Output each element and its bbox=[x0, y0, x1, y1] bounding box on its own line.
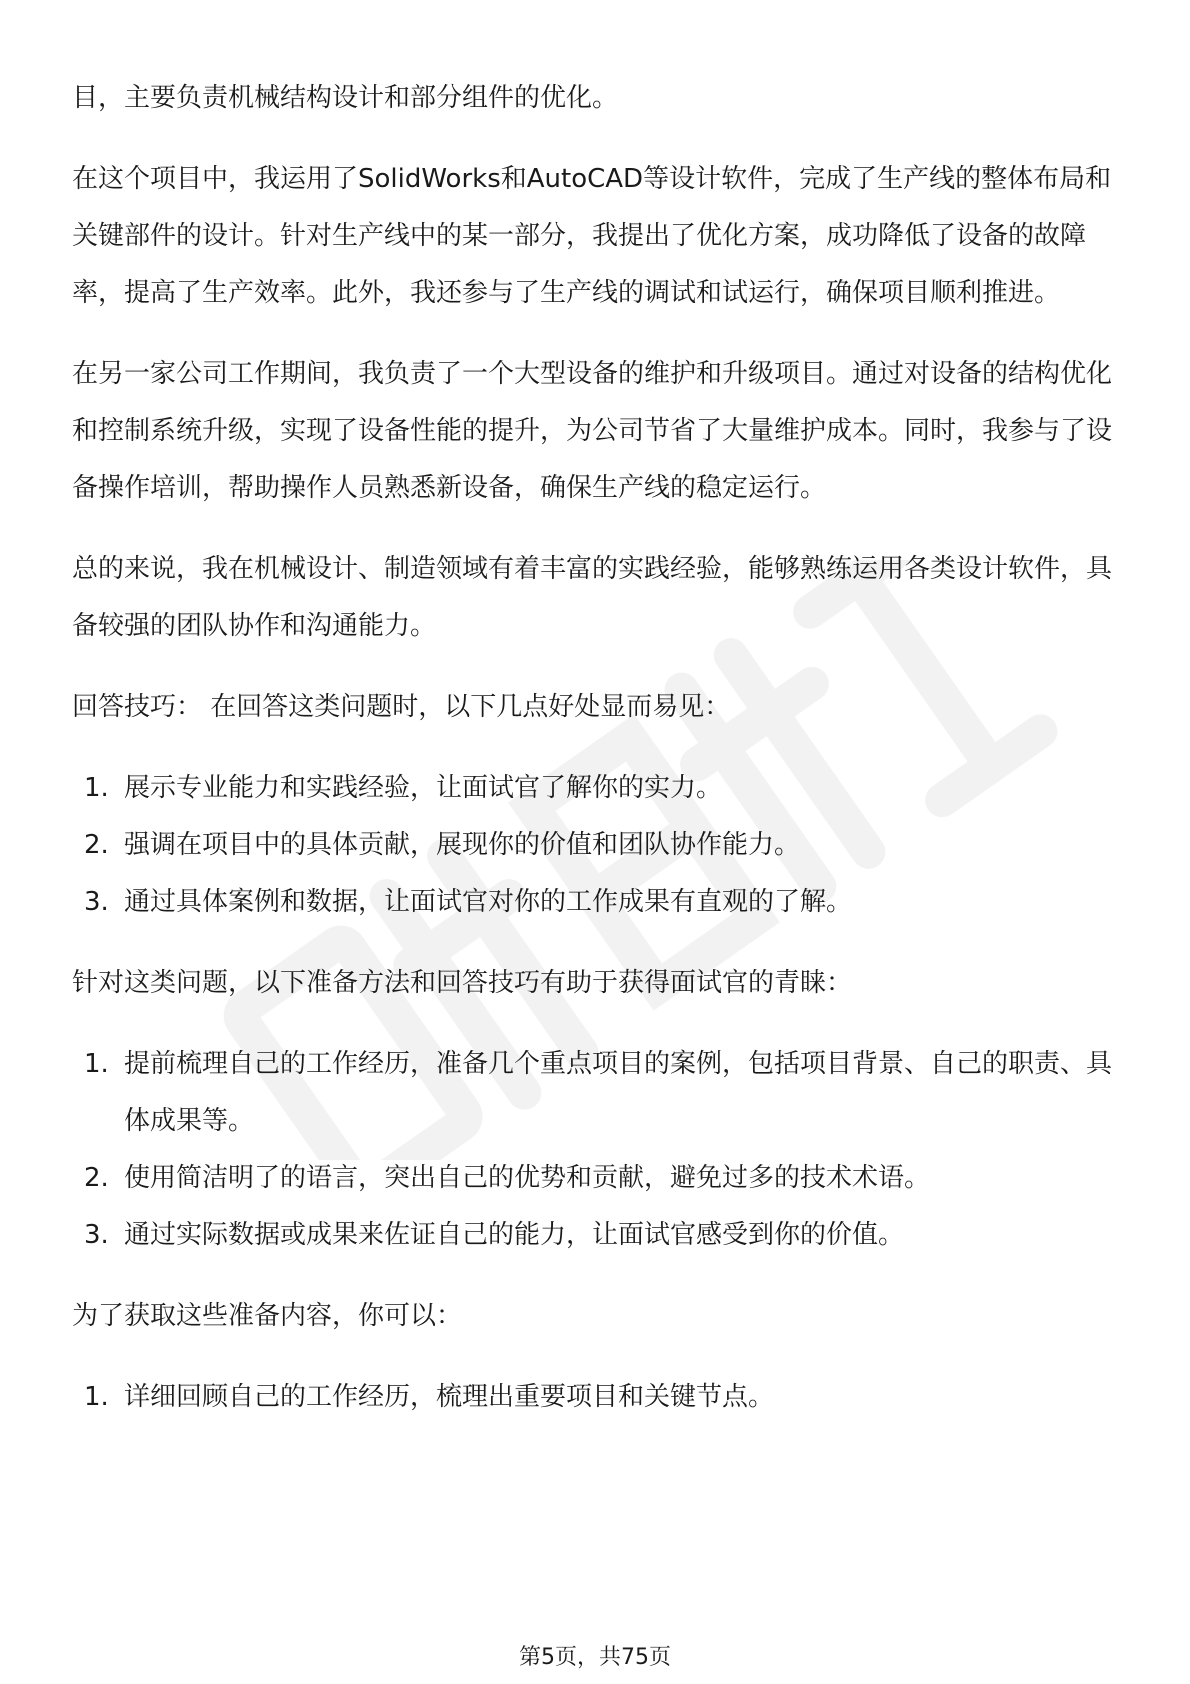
list-item bbox=[72, 760, 1122, 817]
paragraph-preparation: 针对这类问题，以下准备方法和回答技巧有助于获得面试官的青睐： bbox=[72, 968, 853, 998]
paragraph-continued: 目，主要负责机械结构设计和部分组件的优化。 bbox=[72, 83, 619, 113]
benefits-list bbox=[72, 760, 1122, 931]
list-item-text: 通过具体案例和数据，让面试官对你的工作成果有直观的了解。 bbox=[124, 887, 853, 917]
list-number: 1. bbox=[84, 1049, 109, 1079]
paragraph-answer-tips: 回答技巧： 在回答这类问题时，以下几点好处显而易见： bbox=[72, 692, 731, 722]
list-number: 2. bbox=[84, 830, 109, 860]
paragraph-obtain-content: 为了获取这些准备内容，你可以： bbox=[72, 1301, 463, 1331]
list-number: 1. bbox=[84, 773, 109, 803]
list-number: 1. bbox=[84, 1382, 109, 1412]
list-item-text: 使用简洁明了的语言，突出自己的优势和贡献，避免过多的技术术语。 bbox=[124, 1163, 931, 1193]
list-item-text: 通过实际数据或成果来佐证自己的能力，让面试官感受到你的价值。 bbox=[124, 1220, 905, 1250]
paragraph-summary: 总的来说，我在机械设计、制造领域有着丰富的实践经验，能够熟练运用各类设计软件，具备较强的团队协作和沟通能力。 bbox=[72, 554, 1113, 641]
paragraph-project-detail: 在这个项目中，我运用了SolidWorks和AutoCAD等设计软件，完成了生产线的整体布局和关键部件的设计。针对生产线中的某一部分，我提出了优化方案，成功降低了设备的故障率，提高了生产效率。此外，我还参与了生产线的调试和试运行，确保项目顺利推进。 bbox=[72, 164, 1112, 308]
list-item-text: 强调在项目中的具体贡献，展现你的价值和团队协作能力。 bbox=[124, 830, 801, 860]
list-item bbox=[72, 1036, 1122, 1150]
page-number-footer: 第5页，共75页 bbox=[519, 1645, 671, 1670]
obtain-list bbox=[72, 1369, 1122, 1426]
list-number: 2. bbox=[84, 1163, 109, 1193]
list-item bbox=[72, 1150, 1122, 1207]
list-item-text: 提前梳理自己的工作经历，准备几个重点项目的案例，包括项目背景、自己的职责、具体成果等。 bbox=[124, 1049, 1113, 1136]
list-item bbox=[72, 817, 1122, 874]
list-item-text: 展示专业能力和实践经验，让面试官了解你的实力。 bbox=[124, 773, 723, 803]
main-content bbox=[72, 70, 1122, 1450]
list-item bbox=[72, 1369, 1122, 1426]
list-item-text: 详细回顾自己的工作经历，梳理出重要项目和关键节点。 bbox=[124, 1382, 775, 1412]
list-item bbox=[72, 1207, 1122, 1264]
list-item bbox=[72, 874, 1122, 931]
preparation-list bbox=[72, 1036, 1122, 1264]
list-number: 3. bbox=[84, 1220, 109, 1250]
paragraph-maintenance-project: 在另一家公司工作期间，我负责了一个大型设备的维护和升级项目。通过对设备的结构优化和控制系统升级，实现了设备性能的提升，为公司节省了大量维护成本。同时，我参与了设备操作培训，帮助操作人员熟悉新设备，确保生产线的稳定运行。 bbox=[72, 359, 1113, 503]
list-number: 3. bbox=[84, 887, 109, 917]
